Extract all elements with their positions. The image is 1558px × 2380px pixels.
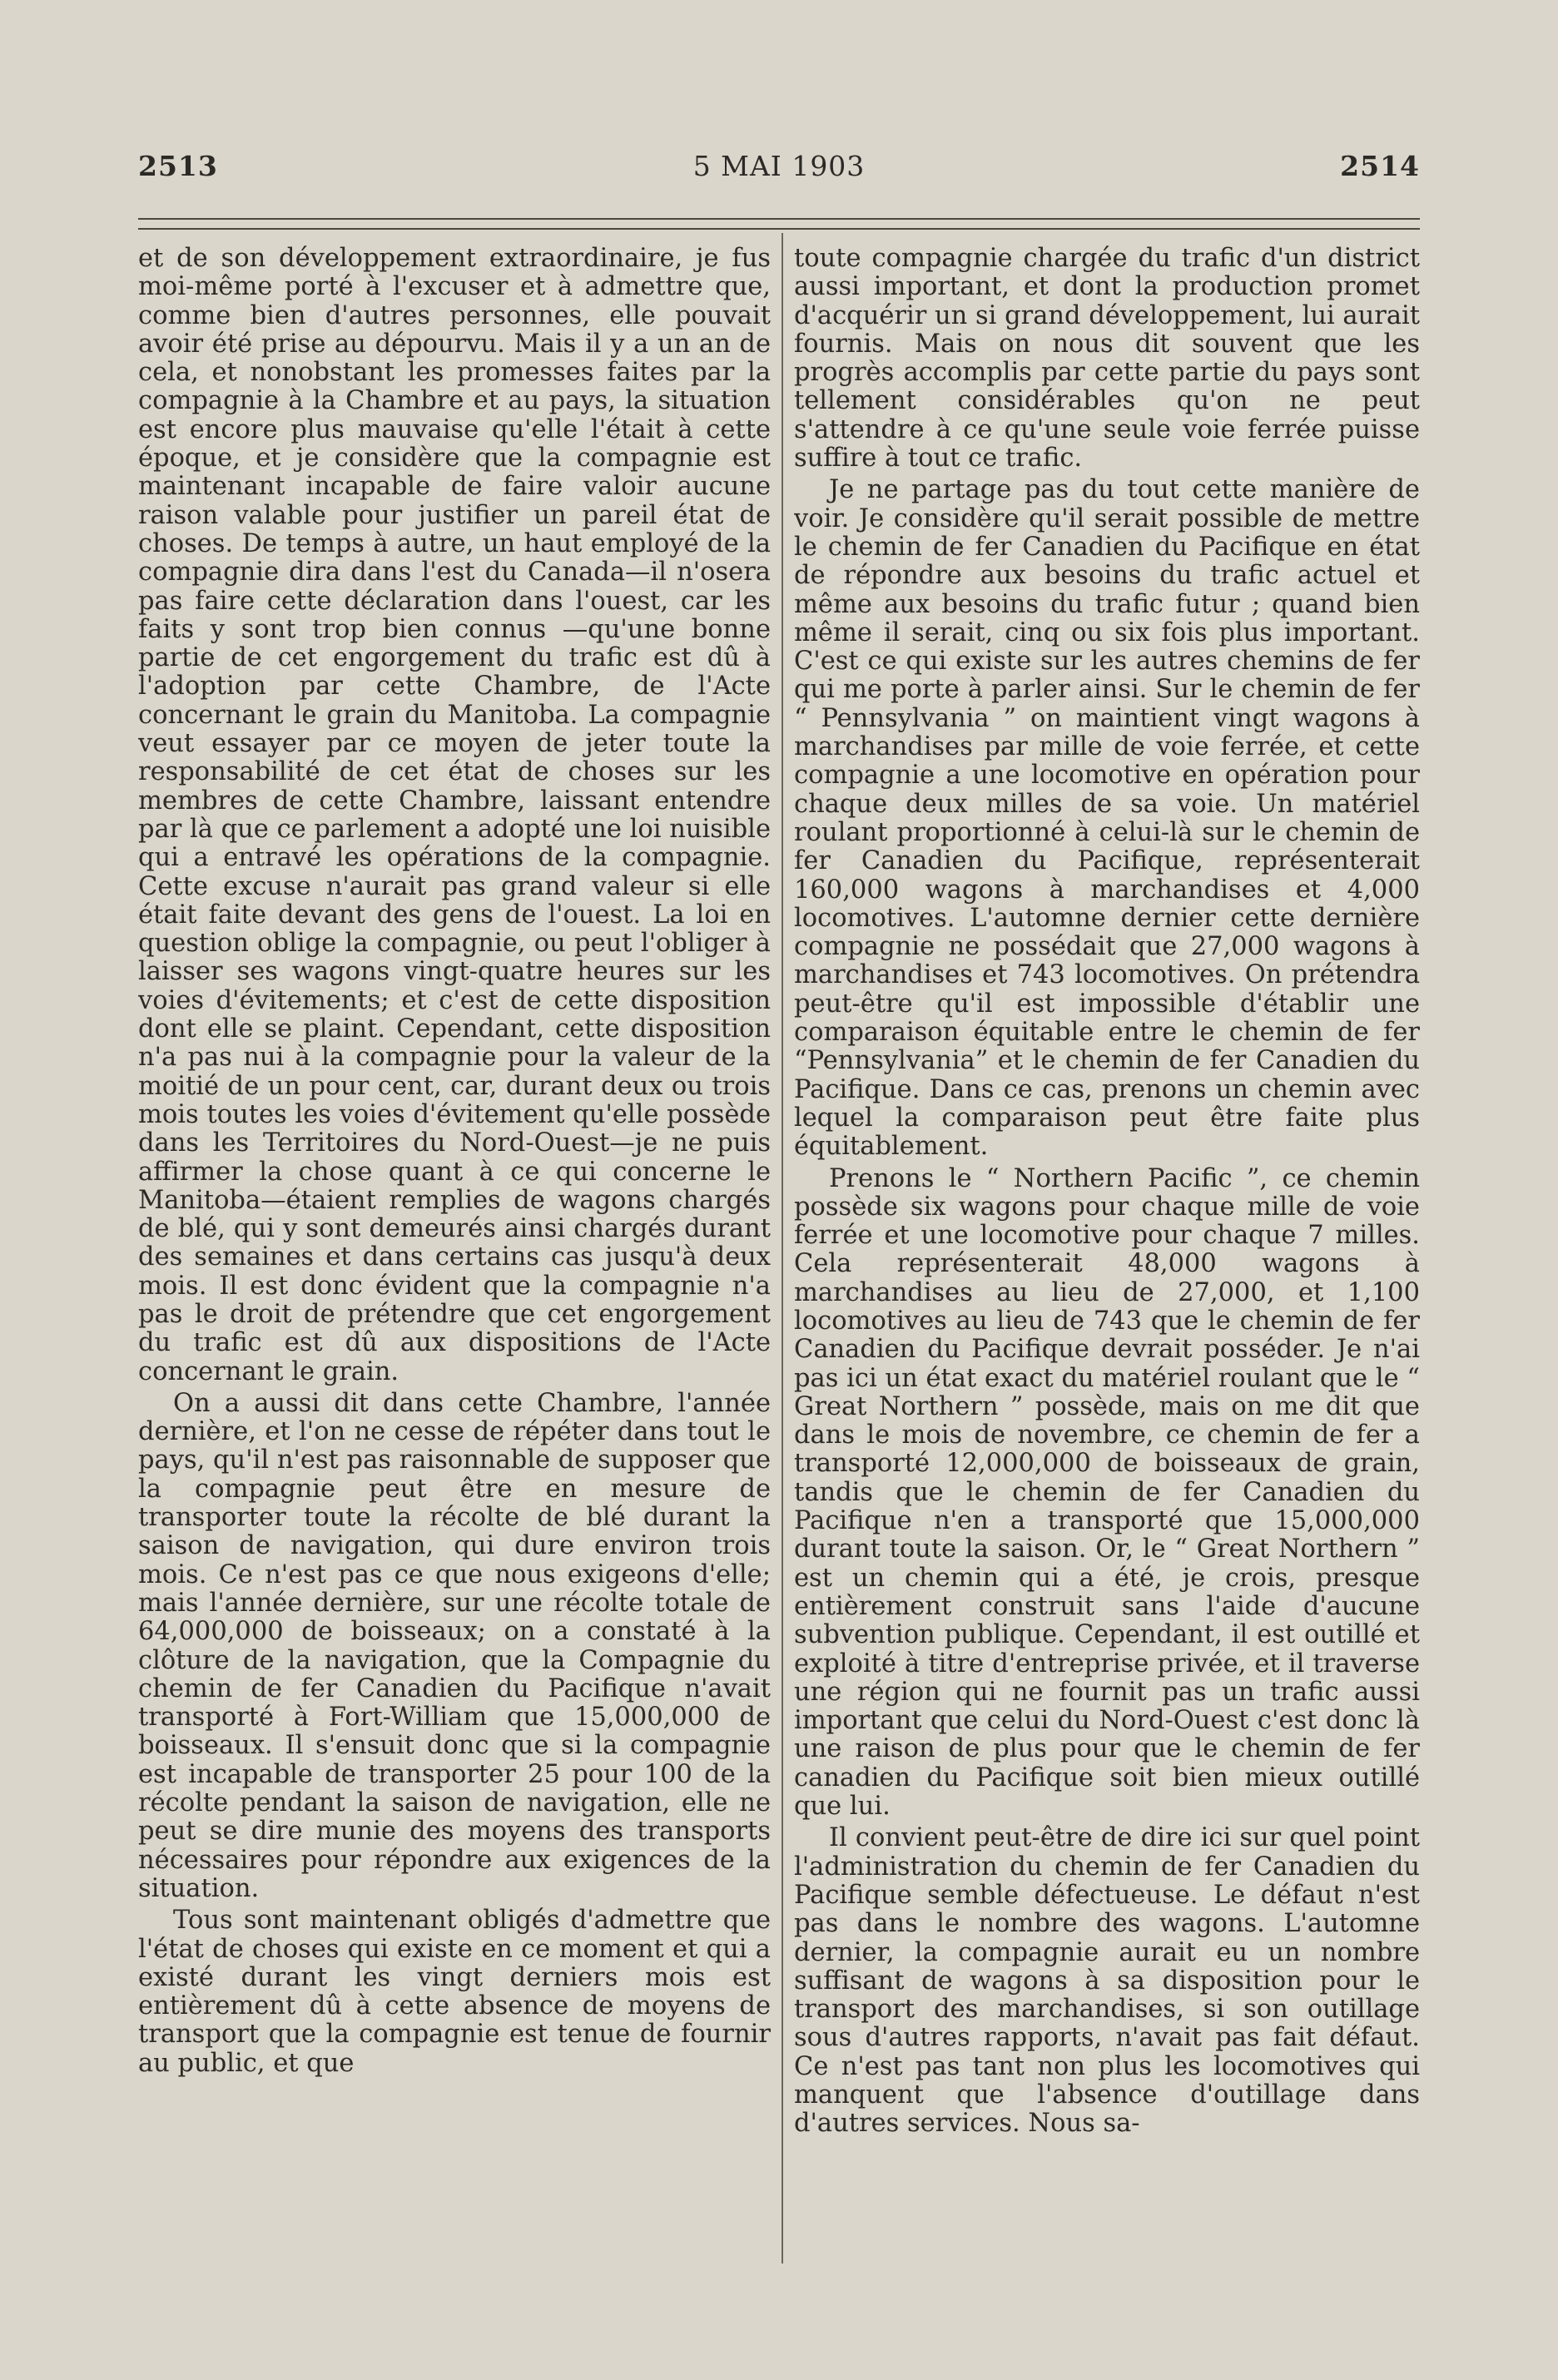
left-paragraph-1: et de son développement extraordinaire, je fus moi-même porté à l'excuser et à admettre que, comme bien d'autres personnes, elle pouvait avoir été prise au dépourvu. Mais il y a un an de cela, et nonobstant les promesses faites par la compagnie à la Chambre et au pays, la situation est encore plus mauvaise qu'elle l'était à cette époque, et je considère que la compagnie est maintenant incapable de faire valoir aucune raison valable pour justifier un pareil état de choses. De temps à autre, un haut employé de la compagnie dira dans l'est du Canada—il n'osera pas faire cette déclaration dans l'ouest, car les faits y sont trop bien connus —qu'une bonne partie de cet engorgement du trafic est dû à l'adoption par cette Chambre, de l'Acte concernant le grain du Manitoba. La compagnie veut essayer par ce moyen de jeter toute la responsabilité de cet état de choses sur les membres de cette Chambre, laissant entendre par là que ce parlement a adopté une loi nuisible qui a entravé les opérations de la compagnie. Cette excuse n'aurait pas grand valeur si elle était faite devant des gens de l'ouest. La loi en question oblige la compagnie, ou peut l'obliger à laisser ses wagons vingt-quatre heures sur les voies d'évitements; et c'est de cette disposition dont elle se plaint. Cependant, cette disposition n'a pas nui à la compagnie pour la valeur de la moitié de un pour cent, car, durant deux ou trois mois toutes les voies d'évitement qu'elle possède dans les Territoires du Nord-Ouest—je ne puis affirmer la chose quant à ce qui concerne le Manitoba—étaient remplies de wagons chargés de blé, qui y sont demeurés ainsi chargés durant des semaines et dans certains cas jusqu'à deux mois. Il est donc évident que la compagnie n'a pas le droit de prétendre que cet engorgement du trafic est dû aux dispositions de l'Acte concernant le grain. <box>138 245 771 1386</box>
left-column <box>138 245 771 2250</box>
page-number-left: 2513 <box>138 150 218 182</box>
right-paragraph-1: toute compagnie chargée du trafic d'un district aussi important, et dont la production promet d'acquérir un si grand développement, lui aurait fournis. Mais on nous dit souvent que les progrès accomplis par cette partie du pays sont tellement considérables qu'on ne peut s'attendre à ce qu'une seule voie ferrée puisse suffire à tout ce trafic. <box>794 245 1420 474</box>
right-column <box>794 245 1420 2250</box>
column-divider <box>781 233 783 2263</box>
page-number-right: 2514 <box>1340 150 1420 182</box>
page-date: 5 MAI 1903 <box>692 150 866 182</box>
header-rule-top <box>138 218 1420 220</box>
left-paragraph-3: Tous sont maintenant obligés d'admettre que l'état de choses qui existe en ce moment et qui a existé durant les vingt derniers mois est entièrement dû à cette absence de moyens de transport que la compagnie est tenue de fournir au public, et que <box>138 1906 771 2078</box>
left-paragraph-2: On a aussi dit dans cette Chambre, l'année dernière, et l'on ne cesse de répéter dans tout le pays, qu'il n'est pas raisonnable de supposer que la compagnie peut être en mesure de transporter toute la récolte de blé durant la saison de navigation, qui dure environ trois mois. Ce n'est pas ce que nous exigeons d'elle; mais l'année dernière, sur une récolte totale de 64,000,000 de boisseaux; on a constaté à la clôture de la navigation, que la Compagnie du chemin de fer Canadien du Pacifique n'avait transporté à Fort-William que 15,000,000 de boisseaux. Il s'ensuit donc que si la compagnie est incapable de transporter 25 pour 100 de la récolte pendant la saison de navigation, elle ne peut se dire munie des moyens des transports nécessaires pour répondre aux exigences de la situation. <box>138 1388 771 1903</box>
header-rule-bottom <box>138 228 1420 230</box>
right-paragraph-2: Je ne partage pas du tout cette manière de voir. Je considère qu'il serait possible de mettre le chemin de fer Canadien du Pacifique en état de répondre aux besoins du trafic actuel et même aux besoins du trafic futur ; quand bien même il serait, cinq ou six fois plus important. C'est ce qui existe sur les autres chemins de fer qui me porte à parler ainsi. Sur le chemin de fer “ Pennsylvania ” on maintient vingt wagons à marchandises par mille de voie ferrée, et cette compagnie a une locomotive en opération pour chaque deux milles de sa voie. Un matériel roulant proportionné à celui-là sur le chemin de fer Canadien du Pacifique, représenterait 160,000 wagons à marchandises et 4,000 locomotives. L'automne dernier cette dernière compagnie ne possédait que 27,000 wagons à marchandises et 743 locomotives. On prétendra peut-être qu'il est impossible d'établir une comparaison équitable entre le chemin de fer “Pennsylvania” et le chemin de fer Canadien du Pacifique. Dans ce cas, prenons un chemin avec lequel la comparaison peut être faite plus équitablement. <box>794 475 1420 1162</box>
page-header <box>138 150 1420 196</box>
right-paragraph-3: Prenons le “ Northern Pacific ”, ce chemin possède six wagons pour chaque mille de voie ferrée et une locomotive pour chaque 7 milles. Cela représenterait 48,000 wagons à marchandises au lieu de 27,000, et 1,100 locomotives au lieu de 743 que le chemin de fer Canadien du Pacifique devrait posséder. Je n'ai pas ici un état exact du matériel roulant que le “ Great Northern ” possède, mais on me dit que dans le mois de novembre, ce chemin de fer a transporté 12,000,000 de boisseaux de grain, tandis que le chemin de fer Canadien du Pacifique n'en a transporté que 15,000,000 durant toute la saison. Or, le “ Great Northern ” est un chemin qui a été, je crois, presque entièrement construit sans l'aide d'aucune subvention publique. Cependant, il est outillé et exploité à titre d'entreprise privée, et il traverse une région qui ne fournit pas un trafic aussi important que celui du Nord-Ouest c'est donc là une raison de plus pour que le chemin de fer canadien du Pacifique soit bien mieux outillé que lui. <box>794 1163 1420 1822</box>
right-paragraph-4: Il convient peut-être de dire ici sur quel point l'administration du chemin de fer Canadien du Pacifique semble défectueuse. Le défaut n'est pas dans le nombre des wagons. L'automne dernier, la compagnie aurait eu un nombre suffisant de wagons à sa disposition pour le transport des marchandises, si son outillage sous d'autres rapports, n'avait pas fait défaut. Ce n'est pas tant non plus les locomotives qui manquent que l'absence d'outillage dans d'autres services. Nous sa- <box>794 1823 1420 2139</box>
